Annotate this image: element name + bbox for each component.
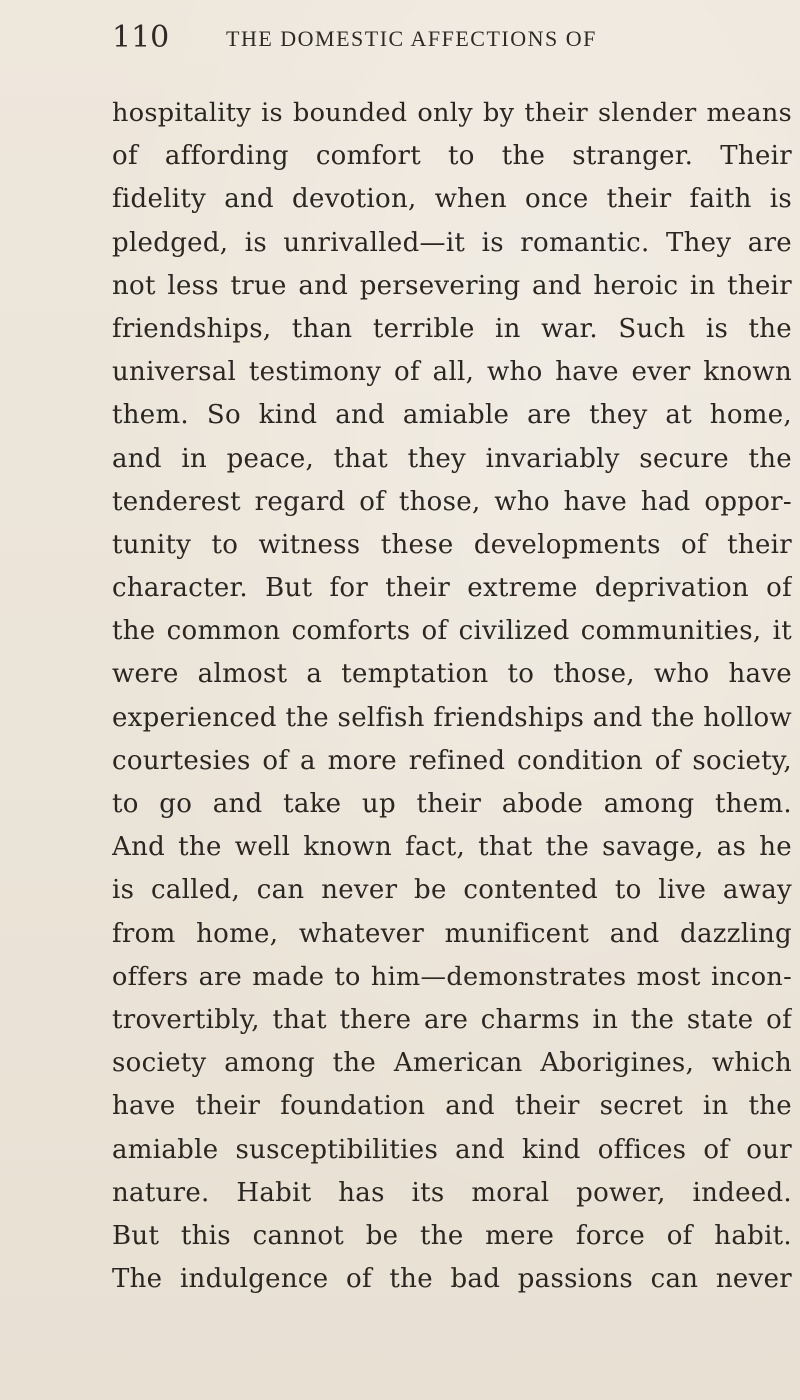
text-line: The indulgence of the bad passions can never	[112, 1264, 792, 1295]
text-line: tenderest regard of those, who have had oppor-	[112, 486, 792, 517]
text-line: is called, can never be contented to live away	[112, 875, 792, 906]
text-line: society among the American Aborigines, which	[112, 1048, 792, 1079]
text-line: And the well known fact, that the savage, as he	[112, 832, 792, 863]
page-header	[112, 20, 792, 64]
text-line: the common comforts of civilized communities, it	[112, 616, 792, 647]
text-line: to go and take up their abode among them.	[112, 789, 792, 819]
text-line: fidelity and devotion, when once their faith is	[112, 184, 792, 215]
text-line: from home, whatever munificent and dazzling	[112, 918, 792, 949]
body-text	[112, 92, 792, 1301]
text-line: them. So kind and amiable are they at home,	[112, 400, 792, 431]
text-line: hospitality is bounded only by their slender means	[112, 98, 792, 128]
page-number: 110	[112, 20, 170, 55]
text-line: courtesies of a more refined condition of society,	[112, 745, 792, 776]
text-line: and in peace, that they invariably secure the	[112, 443, 792, 474]
text-line: universal testimony of all, who have ever known	[112, 357, 792, 388]
text-line: amiable susceptibilities and kind offices of our	[112, 1134, 792, 1165]
text-line: trovertibly, that there are charms in the state of	[112, 1004, 792, 1035]
text-line: friendships, than terrible in war. Such is the	[112, 313, 792, 344]
running-head: THE DOMESTIC AFFECTIONS OF	[226, 26, 597, 51]
text-line: have their foundation and their secret in the	[112, 1091, 792, 1122]
text-line: experienced the selfish friendships and the hollow	[112, 702, 792, 733]
text-line: character. But for their extreme deprivation of	[112, 573, 792, 604]
text-line: nature. Habit has its moral power, indeed.	[112, 1177, 792, 1208]
text-line: offers are made to him—demonstrates most incon-	[112, 961, 792, 992]
text-line: But this cannot be the mere force of habit.	[112, 1220, 792, 1251]
text-line: not less true and persevering and heroic in their	[112, 270, 792, 301]
text-line: of affording comfort to the stranger. Their	[112, 141, 792, 172]
text-line: tunity to witness these developments of their	[112, 529, 792, 560]
text-line: were almost a temptation to those, who have	[112, 659, 792, 690]
text-line: pledged, is unrivalled—it is romantic. They are	[112, 227, 792, 258]
